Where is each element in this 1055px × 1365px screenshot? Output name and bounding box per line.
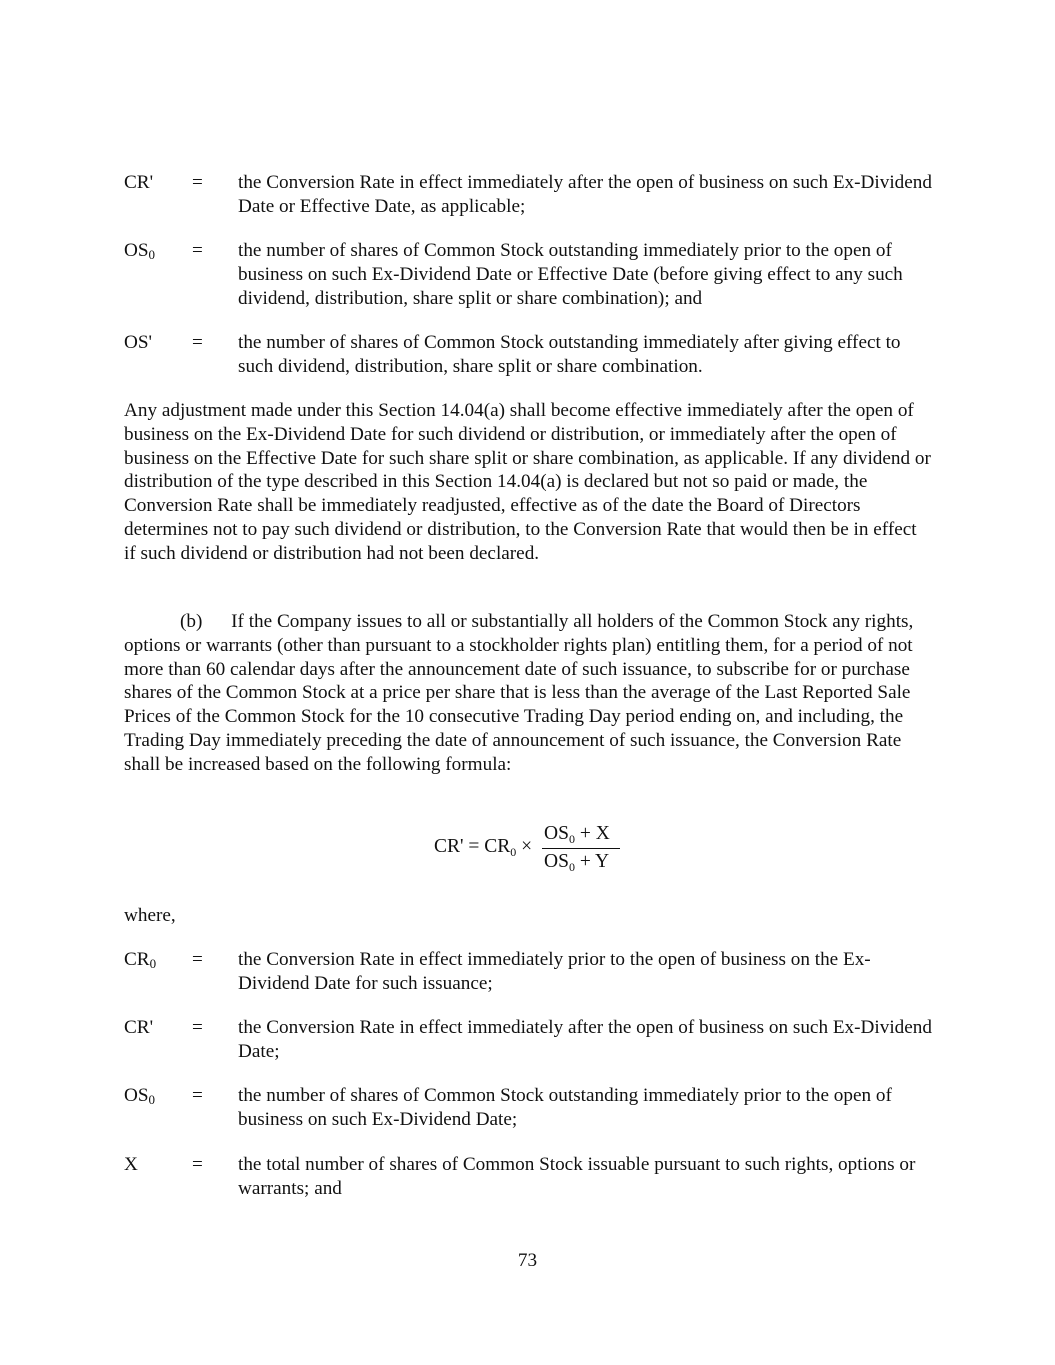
definition-text: the Conversion Rate in effect immediately prior to the open of business on the Ex-Dividend Date for such issuance; <box>238 949 871 994</box>
equals-sign: = <box>192 172 203 193</box>
equals-sign: = <box>192 1154 203 1175</box>
definition-text: the number of shares of Common Stock outstanding immediately prior to the open of business on such Ex-Dividend Date or Effective Date (before giving effect to any such dividend, distribution, share split or share combination); and <box>238 240 903 309</box>
definition-text: the total number of shares of Common Stock issuable pursuant to such rights, options or warrants; and <box>238 1154 916 1199</box>
definition-symbol: CR' <box>124 172 154 193</box>
formula-denominator: $OS_0 + Y$ <box>544 851 610 874</box>
definition-cr-prime <box>124 171 934 219</box>
definition-symbol: X <box>124 1154 138 1175</box>
paragraph-b: (b) If the Company issues to all or substantially all holders of the Common Stock any rights, options or warrants (other than pursuant to a stockholder rights plan) entitling them, for a period of not more than 60 calendar days after the announcement date of such issuance, to subscribe for or purchase shares of the Common Stock at a price per share that is less than the average of the Last Reported Sale Prices of the Common Stock for the 10 consecutive Trading Day period ending on, and including, the Trading Day immediately preceding the date of announcement of such issuance, the Conversion Rate shall be increased based on the following formula: <box>124 611 914 775</box>
definition-cr0 <box>124 948 934 996</box>
equals-sign: = <box>192 240 203 261</box>
equals-sign: = <box>192 949 203 970</box>
definition-symbol: $OS_0$ <box>124 240 156 262</box>
definition-os0 <box>124 239 934 310</box>
equals-sign: = <box>192 1085 203 1106</box>
definition-symbol: $CR_0$ <box>124 949 157 971</box>
formula-lhs: $CR' = CR_0$ × <box>434 836 533 859</box>
equals-sign: = <box>192 1017 203 1038</box>
formula-numerator: $OS_0 + X$ <box>544 823 610 846</box>
page-number: 73 <box>517 1250 538 1271</box>
definition-os-prime <box>124 331 934 379</box>
definition-text: the Conversion Rate in effect immediately after the open of business on such Ex-Dividend Date or Effective Date, as applicable; <box>238 172 932 217</box>
conversion-formula <box>434 822 634 878</box>
definition-os0-2 <box>124 1084 934 1132</box>
equals-sign: = <box>192 332 203 353</box>
definition-text: the number of shares of Common Stock outstanding immediately prior to the open of business on such Ex-Dividend Date; <box>238 1085 892 1130</box>
definition-symbol: CR' <box>124 1017 154 1038</box>
definition-symbol: $OS_0$ <box>124 1085 156 1107</box>
where-label: where, <box>124 905 176 926</box>
fraction-bar <box>542 848 620 849</box>
definition-text: the Conversion Rate in effect immediately after the open of business on such Ex-Dividend Date; <box>238 1017 932 1062</box>
definition-text: the number of shares of Common Stock outstanding immediately after giving effect to such dividend, distribution, share split or share combination. <box>238 332 901 377</box>
adjustment-paragraph: Any adjustment made under this Section 14.04(a) shall become effective immediately after the open of business on the Ex-Dividend Date for such dividend or distribution, or immediately after the open of business on the Effective Date for such share split or share combination, as applicable. If any dividend or distribution of the type described in this Section 14.04(a) is declared but not so paid or made, the Conversion Rate shall be immediately readjusted, effective as of the date the Board of Directors determines not to pay such dividend or distribution, to the Conversion Rate that would then be in effect if such dividend or distribution had not been declared. <box>124 400 931 564</box>
definition-x <box>124 1153 934 1201</box>
definition-cr-prime-2 <box>124 1016 934 1064</box>
definition-symbol: OS' <box>124 332 152 353</box>
